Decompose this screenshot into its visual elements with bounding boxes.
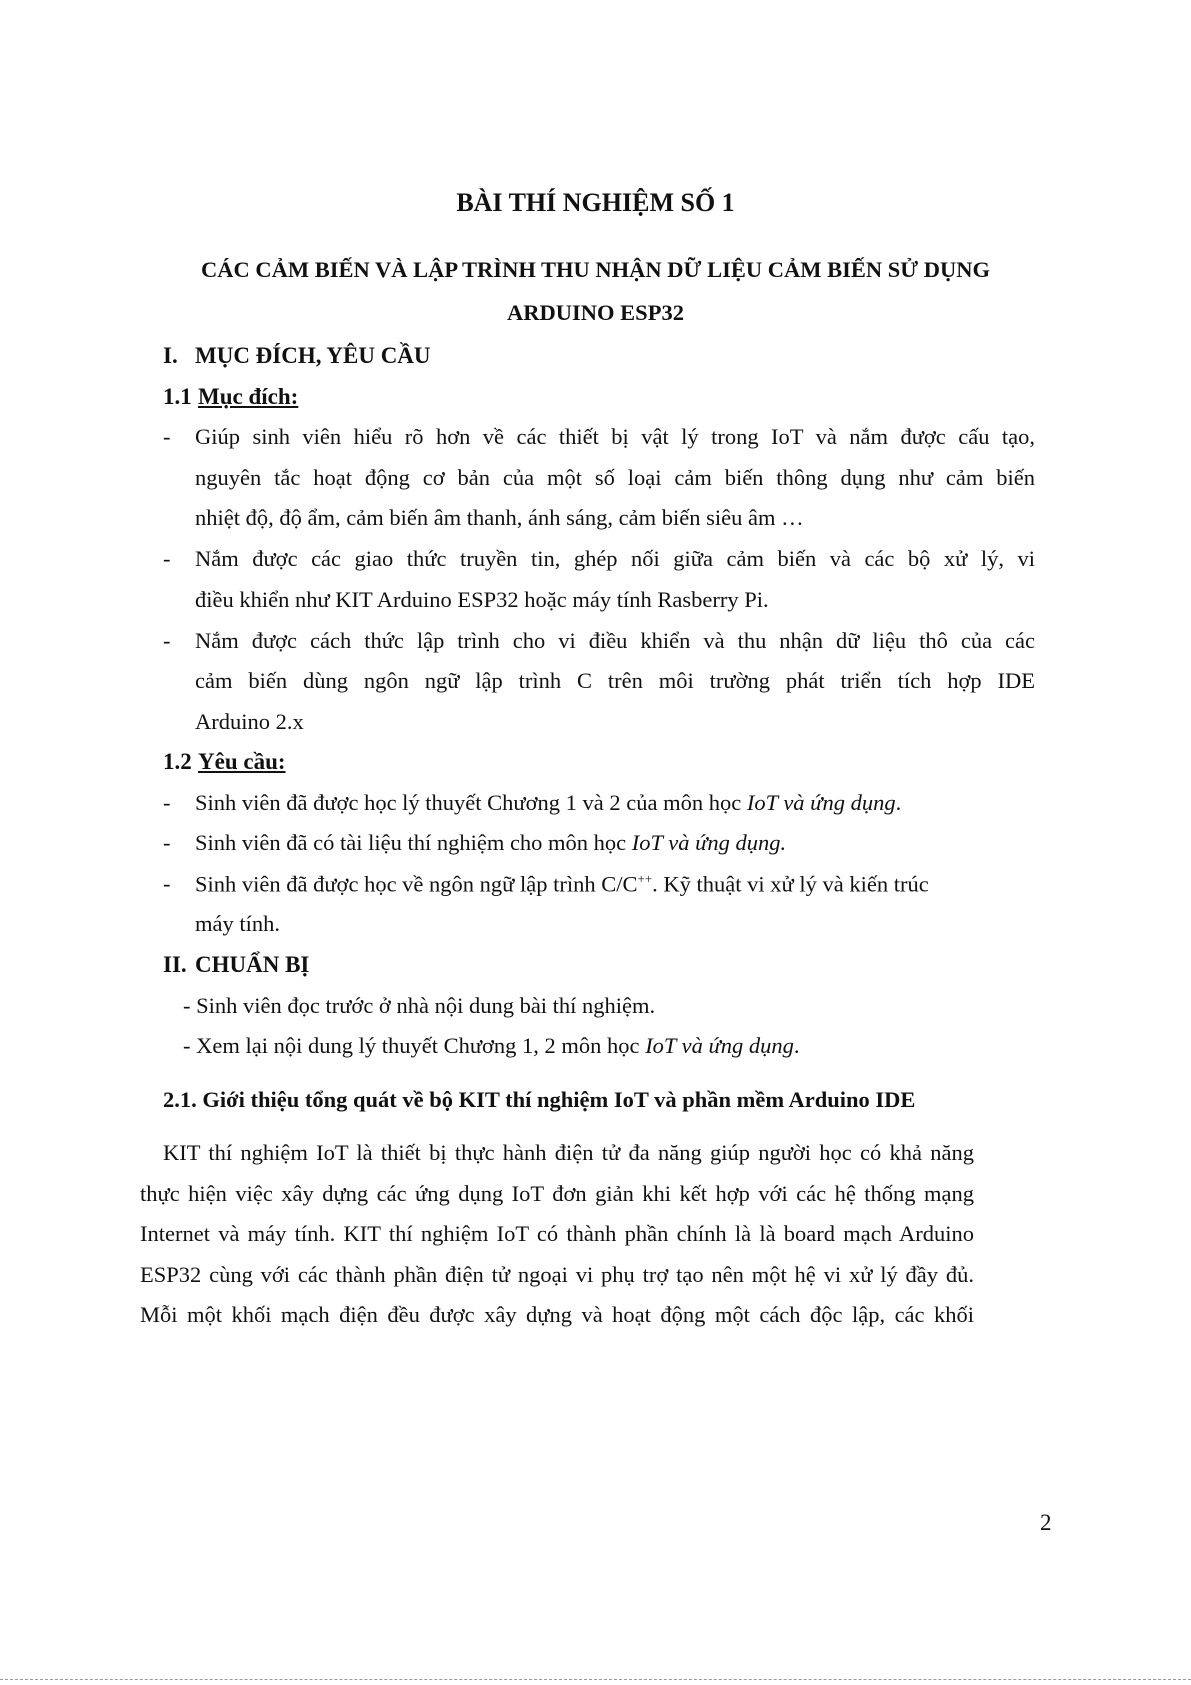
requirement-item-1 [195,790,901,816]
course-name: IoT và ứng dụng [645,1033,794,1058]
subsection-1-1-number: 1.1 [163,384,192,409]
bullet-dash: - [163,546,171,571]
section-2-heading: CHUẨN BỊ [195,952,310,977]
course-name: IoT và ứng dụng. [631,830,787,855]
purpose-item-1-line-3: nhiệt độ, độ ẩm, cảm biến âm thanh, ánh sáng, cảm biến siêu âm … [195,505,804,530]
bullet-dash: - [163,871,171,896]
paragraph-line-5: Mỗi một khối mạch điện đều được xây dựng và hoạt động một cách độc lập, các khối [140,1302,974,1327]
purpose-item-3-line-3: Arduino 2.x [195,709,304,734]
course-name: IoT và ứng dụng [746,790,896,815]
prep-item-1: - Sinh viên đọc trước ở nhà nội dung bài thí nghiệm. [183,993,656,1018]
requirement-item-3-end: . Kỹ thuật vi xử lý và kiến trúc [652,871,929,897]
section-1-number: I. [163,343,178,368]
requirement-item-3-text: Sinh viên đã được học về ngôn ngữ lập trình C/C [195,871,638,897]
requirement-item-3-line-2: máy tính. [195,911,280,936]
paragraph-line-2: thực hiện việc xây dựng các ứng dụng IoT đơn giản khi kết hợp với các hệ thống mạng [140,1181,974,1206]
requirement-item-2 [195,830,786,856]
page-edge-divider [0,1679,1191,1681]
purpose-item-3-line-1: Nắm được cách thức lập trình cho vi điều khiển và thu nhận dữ liệu thô của các [195,628,1035,653]
bullet-dash: - [163,424,171,449]
purpose-item-2-line-2: điều khiển như KIT Arduino ESP32 hoặc máy tính Rasberry Pi. [195,587,769,612]
requirement-item-2-text: Sinh viên đã có tài liệu thí nghiệm cho môn học [195,830,632,855]
requirement-item-1-text: Sinh viên đã được học lý thuyết Chương 1 và 2 của môn học [195,790,747,815]
section-2-number: II. [163,952,187,977]
page-title: BÀI THÍ NGHIỆM SỐ 1 [456,188,735,217]
paragraph-line-3: Internet và máy tính. KIT thí nghiệm IoT có thành phần chính là là board mạch Arduino [140,1221,974,1246]
subsection-1-1-heading: Mục đích: [198,384,299,409]
requirement-item-1-end: . [895,790,902,815]
paragraph-line-1: KIT thí nghiệm IoT là thiết bị thực hành điện tử đa năng giúp người học có khả năng [163,1140,974,1165]
purpose-item-2-line-1: Nắm được các giao thức truyền tin, ghép nối giữa cảm biến và các bộ xử lý, vi [195,546,1035,571]
prep-item-2 [183,1033,800,1059]
page-subtitle-line2: ARDUINO ESP32 [507,300,684,325]
purpose-item-3-line-2: cảm biến dùng ngôn ngữ lập trình C trên môi trường phát triển tích hợp IDE [195,668,1035,693]
requirement-item-3-sup: ++ [637,871,653,886]
purpose-item-1-line-1: Giúp sinh viên hiểu rõ hơn về các thiết bị vật lý trong IoT và nắm được cấu tạo, [195,424,1035,449]
page-number: 2 [1040,1510,1052,1535]
page-subtitle-line1: CÁC CẢM BIẾN VÀ LẬP TRÌNH THU NHẬN DỮ LIỆU CẢM BIẾN SỬ DỤNG [200,257,991,282]
subsection-1-2-number: 1.2 [163,749,192,774]
bullet-dash: - [163,790,171,815]
prep-item-2-text: - Xem lại nội dung lý thuyết Chương 1, 2 môn học [183,1033,646,1058]
paragraph-line-4: ESP32 cùng với các thành phần điện tử ngoại vi phụ trợ tạo nên một hệ vi xử lý đầy đủ. [140,1262,974,1287]
bullet-dash: - [163,830,171,855]
section-1-heading: MỤC ĐÍCH, YÊU CẦU [195,343,431,368]
subsection-1-2-heading: Yêu cầu: [198,749,286,774]
purpose-item-1-line-2: nguyên tắc hoạt động cơ bản của một số loại cảm biến thông dụng như cảm biến [195,465,1035,490]
bullet-dash: - [163,628,171,653]
prep-item-2-end: . [793,1033,800,1058]
requirement-item-3 [195,871,929,898]
subsection-2-1-heading: 2.1. Giới thiệu tổng quát về bộ KIT thí nghiệm IoT và phần mềm Arduino IDE [163,1087,916,1112]
